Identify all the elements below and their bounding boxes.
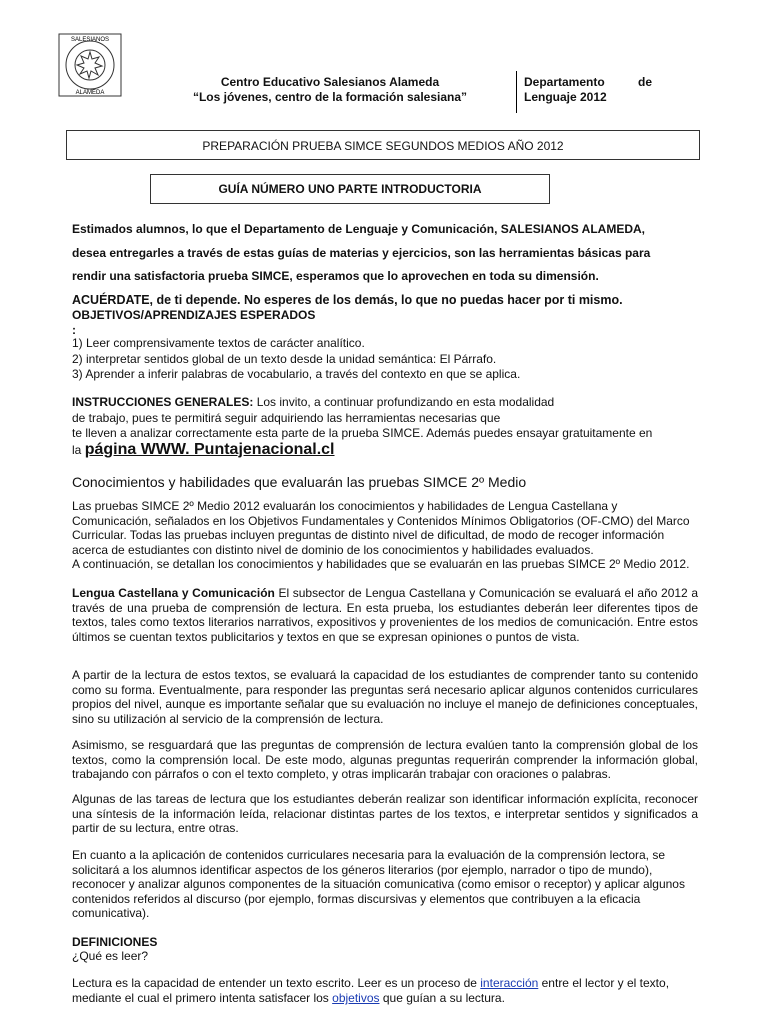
dept-word-1: Departamento	[524, 75, 605, 89]
objective-item: 2) interpretar sentidos global de un texto desde la unidad semántica: El Párrafo.	[72, 351, 497, 366]
header-institution	[150, 75, 510, 105]
section-title: Conocimientos y habilidades que evaluarán las pruebas SIMCE 2º Medio	[72, 474, 527, 490]
dept-line-2: Lenguaje 2012	[524, 90, 607, 104]
definitions-paragraph	[72, 976, 712, 1006]
paragraph-simce-overview	[72, 499, 698, 572]
instructions-line-3: te lleven a analizar correctamente esta parte de la prueba SIMCE. Además puedes ensayar gratuitamente en	[72, 426, 653, 440]
definitions-heading: DEFINICIONES	[72, 935, 158, 949]
objective-item: 3) Aprender a inferir palabras de vocabulario, a través del contexto en que se aplica.	[72, 367, 521, 381]
logo-top-text: SALESIANOS	[70, 37, 110, 43]
instructions-line-4-prefix: la	[72, 442, 85, 457]
header-department	[524, 75, 652, 105]
school-name: Centro Educativo Salesianos Alameda	[220, 75, 440, 89]
school-motto: “Los jóvenes, centro de la formación salesiana”	[192, 90, 468, 104]
objetivos-link[interactable]: objetivos	[332, 991, 380, 1005]
guide-title: GUÍA NÚMERO UNO PARTE INTRODUCTORIA	[218, 182, 482, 196]
school-logo	[58, 33, 122, 97]
header-divider	[516, 71, 517, 113]
puntajenacional-link[interactable]: página WWW. Puntajenacional.cl	[84, 440, 335, 458]
paragraph-lengua	[72, 586, 698, 644]
intro-text	[72, 218, 712, 312]
dept-word-2: de	[637, 75, 652, 89]
paragraph-4: Asimismo, se resguardará que las preguntas de comprensión de lectura evalúen tanto la comprensión global de los textos, como la comprensión local. De este modo, algunas preguntas requerirán comprender la información global, trabajando con párrafos o con el texto completo, y otras implicarán trabajar con oraciones o palabras.	[72, 738, 698, 782]
definition-text-b: entre el lector y el texto, mediante el cual el primero intenta satisfacer los	[72, 976, 670, 1005]
instructions-block	[72, 395, 722, 458]
paragraph-2-bold: Lengua Castellana y Comunicación	[72, 586, 275, 600]
paragraph-6: En cuanto a la aplicación de contenidos curriculares necesaria para la evaluación de la comprensión lectora, se solicitará a los alumnos identificar aspectos de los géneros literarios (por ejemplo, narrador o tipo de mundo), reconocer y analizar algunos componentes de la situación comunicativa (como emisor o receptor) y aplicar algunos contenidos referidos al discurso (por ejemplo, formas discursivas y elementos que contribuyen a la eficacia comunicativa).	[72, 848, 685, 921]
paragraph-1b: A continuación, se detallan los conocimientos y habilidades que se evaluarán en las pruebas SIMCE 2º Medio 2012.	[72, 557, 690, 572]
instructions-line-2: de trabajo, pues te permitirá seguir adquiriendo las herramientas necesarias que	[72, 410, 501, 425]
intro-line-3: rendir una satisfactoria prueba SIMCE, esperamos que lo aprovechen en toda su dimensión.	[72, 269, 599, 283]
objectives-heading: OBJETIVOS/APRENDIZAJES ESPERADOS	[72, 308, 316, 322]
objectives-list	[72, 336, 712, 383]
paragraph-5: Algunas de las tareas de lectura que los estudiantes deberán realizar son identificar información explícita, reconocer una síntesis de la información leída, relacionar distintas partes de los textos, e interpretar sentidos y significados a partir de su lectura, entre otras.	[72, 792, 698, 836]
prep-title: PREPARACIÓN PRUEBA SIMCE SEGUNDOS MEDIOS AÑO 2012	[202, 139, 564, 153]
paragraph-2-rest: El subsector de Lengua Castellana y Comunicación se evaluará el año 2012 a través de una prueba de comprensión de lectura. En esta prueba, los estudiantes deberán leer diferentes tipos de textos, tales como textos literarios narrativos, expositivos y provenientes de los medios de comunicación. Entre estos últimos se cuentan textos publicitarios y textos en que se expresan opiniones o puntos de vista.	[72, 586, 698, 644]
definitions-question: ¿Qué es leer?	[72, 949, 149, 963]
intro-line-2: desea entregarles a través de estas guías de materias y ejercicios, son las herramientas básicas para	[72, 245, 651, 260]
definition-text-a: Lectura es la capacidad de entender un texto escrito. Leer es un proceso de	[72, 976, 481, 990]
paragraph-3: A partir de la lectura de estos textos, se evaluará la capacidad de los estudiantes de comprender tanto su contenido como su forma. Eventualmente, para responder las preguntas será necesario aplicar algunos contenidos curriculares propios del nivel, aunque es importante señalar que su evaluación no incluye el manejo de definiciones conceptuales, sino su utilización al servicio de la comprensión de lectura.	[72, 668, 698, 726]
guide-title-box	[150, 174, 550, 204]
instructions-line-1: Los invito, a continuar profundizando en esta modalidad	[253, 395, 555, 409]
instructions-label: INSTRUCCIONES GENERALES:	[72, 395, 254, 409]
objectives-colon: :	[72, 323, 76, 337]
paragraph-1: Las pruebas SIMCE 2º Medio 2012 evaluarán los conocimientos y habilidades de Lengua Castellana y Comunicación, señalados en los Objetivos Fundamentales y Contenidos Mínimos Obligatorios (OF-CMO) del Marco Curricular. Todas las pruebas incluyen preguntas de distinto nivel de dificultad, de modo de recoger información acerca de estudiantes con distinto nivel de dominio de los conocimientos y habilidades evaluados.	[72, 499, 690, 557]
objective-item: 1) Leer comprensivamente textos de carácter analítico.	[72, 336, 365, 350]
interaccion-link[interactable]: interacción	[480, 976, 539, 990]
logo-bottom-text: ALAMEDA	[75, 90, 105, 96]
intro-line-4: ACUÉRDATE, de ti depende. No esperes de los demás, lo que no puedas hacer por ti mismo.	[72, 292, 623, 307]
intro-line-1: Estimados alumnos, lo que el Departamento de Lenguaje y Comunicación, SALESIANOS ALAMEDA,	[72, 222, 645, 236]
prep-title-box	[66, 130, 700, 160]
objectives-heading-block	[72, 308, 712, 338]
definition-text-c: que guían a su lectura.	[379, 991, 505, 1005]
